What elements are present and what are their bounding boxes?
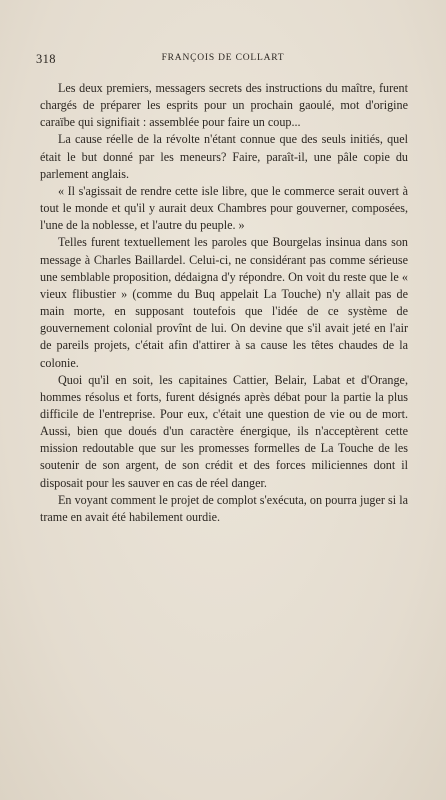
- page-header: [36, 52, 410, 70]
- paragraph: Quoi qu'il en soit, les capitaines Cattier, Belair, Labat et d'Orange, hommes résolus et forts, furent désignés après débat pour la partie la plus difficile de l'entreprise. Pour eux, c'était une question de vie ou de mort. Aussi, bien que doués d'un caractère énergique, ils n'acceptèrent cette mission redoutable que sur les promesses formelles de La Touche de les soutenir de son argent, de son crédit et des forces miliciennes dont il disposait pour les sauver en cas de réel danger.: [40, 372, 408, 490]
- page-number: 318: [36, 52, 56, 66]
- paragraph: Les deux premiers, messagers secrets des instructions du maître, furent chargés de préparer les esprits pour un prochain gaoulé, mot d'origine caraïbe qui signifiait : assemblée pour faire un coup...: [40, 81, 408, 130]
- body-text: [40, 80, 408, 526]
- running-head: FRANÇOIS DE COLLART: [161, 53, 285, 63]
- paragraph: En voyant comment le projet de complot s'exécuta, on pourra juger si la trame en avait été habilement ourdie.: [40, 492, 408, 524]
- paragraph: Telles furent textuellement les paroles que Bourgelas insinua dans son message à Charles Baillardel. Celui-ci, ne considérant pas comme sérieuse une semblable proposition, dédaigna d'y répondre. On voit du reste que le « vieux flibustier » (comme du Buq appelait La Touche) n'y allait pas de main morte, en supposant toutefois que l'idée de ce système de gouvernement colonial provînt de lui. On devine que s'il avait jeté en l'air de pareils projets, c'était afin d'attirer à sa cause les têtes chaudes de la colonie.: [40, 235, 408, 370]
- paragraph: « Il s'agissait de rendre cette isle libre, que le commerce serait ouvert à tout le monde et qu'il y aurait deux Chambres pour gouverner, composées, l'une de la noblesse, et l'autre du peuple. »: [40, 183, 408, 233]
- paragraph: La cause réelle de la révolte n'étant connue que des seuls initiés, quel était le but donné par les meneurs? Faire, paraît-il, une pâle copie du parlement anglais.: [40, 132, 408, 181]
